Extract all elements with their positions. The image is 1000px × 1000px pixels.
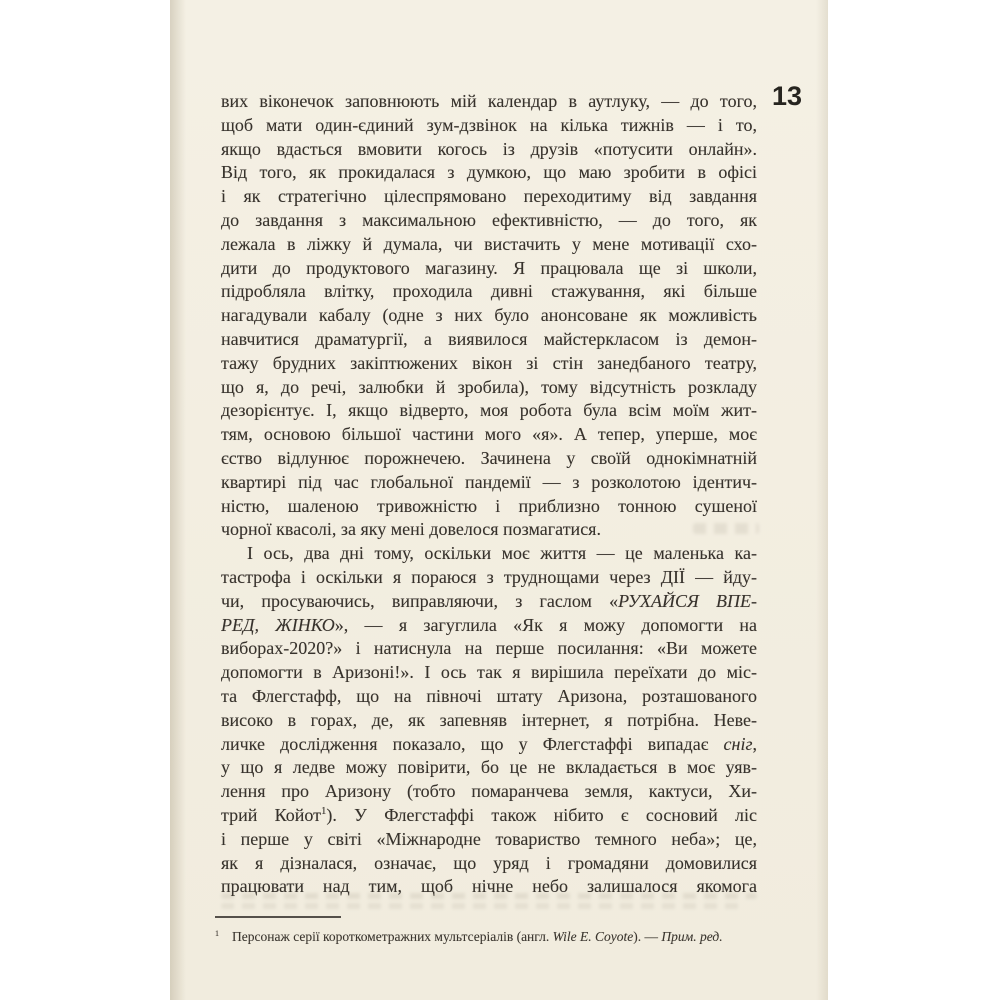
text-line: у що я ледве можу повірити, бо це не вкладається в моє уяв- [221, 757, 757, 778]
text-line: лежала в ліжку й думала, чи вистачить у мене мотивації схо- [221, 233, 757, 254]
text-line: лення про Аризону (тобто помаранчева земля, кактуси, Хи- [221, 781, 757, 802]
text-line: чорної квасолі, за яку мені довелося позмагатися. [221, 519, 601, 540]
text-line: тастрофа і оскільки я пораюся з труднощами через ДІЇ — йду- [221, 566, 757, 587]
text-line: вих віконечок заповнюють мій календар в аутлуку, — до того, [221, 91, 757, 111]
text-line: ністю, шаленою тривожністю і приблизно тонною сушеної [221, 495, 757, 516]
text-line: до завдання з максимальною ефективністю, — до того, як [221, 209, 757, 230]
text-line: допомогти в Аризоні!». І ось так я вирішила переїхати до міс- [221, 662, 757, 683]
text-line: личке дослідження показало, що у Флегстаффі випадає сніг, [221, 733, 757, 754]
text-line: і як стратегічно цілеспрямовано переходитиму від завдання [221, 186, 757, 207]
text-line: виборах-2020?» і натиснула на перше посилання: «Ви можете [221, 638, 757, 659]
text-line: і перше у світі «Міжнародне товариство темного неба»; це, [221, 828, 757, 849]
text-line: щоб мати один-єдиний зум-дзвінок на кілька тижнів — і то, [221, 114, 757, 135]
text-line: дити до продуктового магазину. Я працювала ще зі школи, [221, 257, 757, 278]
text-line: І ось, два дні тому, оскільки моє життя — це маленька ка- [247, 543, 757, 564]
text-line: навчитися драматургії, а виявилося майстеркласом із демон- [221, 328, 757, 349]
text-line: трий Койот$^1$). У Флегстаффі також нібито є сосновий ліс [221, 804, 757, 825]
text-line: що я, до речі, залюбки й зробила), тому відсутність розкладу [221, 376, 757, 397]
body-text [221, 90, 757, 899]
footnote-rule [215, 916, 341, 918]
text-line: тажу брудних закіптюжених вікон зі стін занедбаного театру, [221, 352, 757, 373]
text-line: нагадували кабалу (одне з них було анонсоване як можливість [221, 305, 757, 326]
book-page [170, 0, 828, 1000]
text-line: чи, просуваючись, виправляючи, з гаслом «РУХАЙСЯ ВПЕ- [221, 590, 757, 611]
text-line: дезорієнтує. І, якщо відверто, моя робота була всім моїм жит- [221, 400, 757, 421]
text-line: та Флегстафф, що на півночі штату Аризона, розташованого [221, 685, 757, 706]
page-number: 13 [772, 81, 803, 111]
text-line: якщо вдасться вмовити когось із друзів «потусити онлайн». [221, 138, 757, 159]
text-line: як я дізналася, означає, що уряд і громадяни домовилися [221, 852, 757, 873]
footnote [215, 927, 763, 946]
text-line: РЕД, ЖІНКО», — я загуглила «Як я можу допомогти на [221, 614, 757, 635]
footnote-marker: 1 [215, 928, 220, 938]
text-line: Від того, як прокидалася з думкою, що маю зробити в офісі [221, 162, 757, 183]
text-line: тям, основою більшої частини мого «я». А тепер, уперше, моє [221, 424, 757, 445]
text-line: квартирі під час глобальної пандемії — з розколотою ідентич- [221, 471, 757, 492]
bleed-through-ghost [221, 903, 741, 909]
footnote-body: Персонаж серії короткометражних мультсеріалів (англ. Wile E. Coyote). — Прим. ред. [232, 929, 723, 944]
text-line: працювати над тим, щоб нічне небо залишалося якомога [221, 876, 757, 897]
text-line: підробляла влітку, проходила дивні стажування, які більше [221, 281, 757, 302]
text-line: єство відлунює порожнечею. Зачинена у своїй однокімнатній [221, 447, 757, 468]
text-line: високо в горах, де, як запевняв інтернет, я потрібна. Неве- [221, 709, 757, 730]
